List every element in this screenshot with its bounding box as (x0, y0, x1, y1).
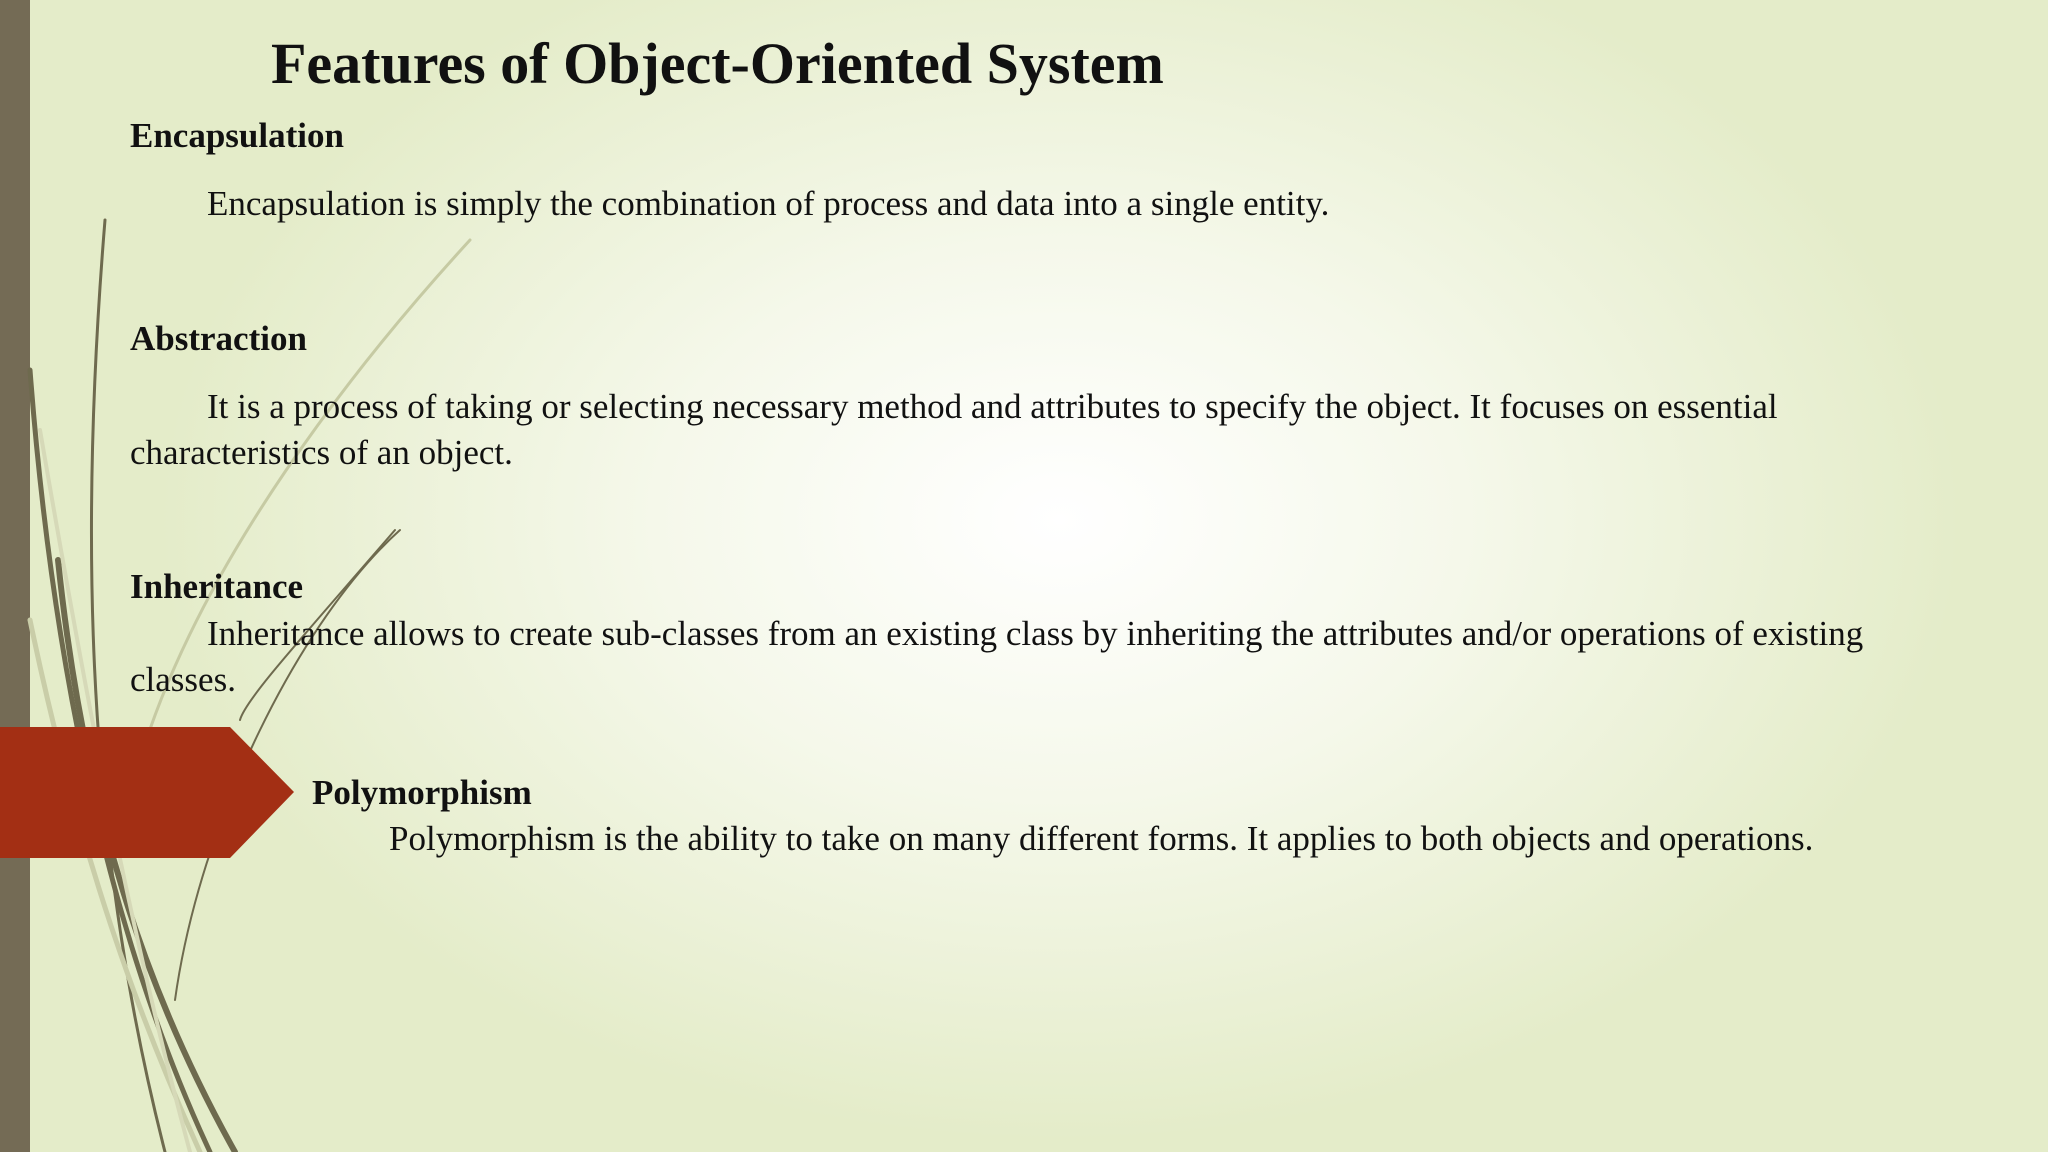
abstraction-text: It is a process of taking or selecting necessary method and attributes to specify the object. It focuses on essential characteristics of an object. (130, 387, 1778, 472)
abstraction-heading: Abstraction (130, 319, 307, 358)
encapsulation-heading: Encapsulation (130, 116, 344, 155)
encapsulation-text: Encapsulation is simply the combination of process and data into a single entity. (207, 184, 1330, 223)
polymorphism-text: Polymorphism is the ability to take on many different forms. It applies to both objects and operations. (389, 819, 1814, 858)
polymorphism-heading: Polymorphism (312, 773, 532, 812)
inheritance-heading: Inheritance (130, 567, 304, 606)
slide-title: Features of Object-Oriented System (271, 31, 1164, 96)
inheritance-text: Inheritance allows to create sub-classes from an existing class by inheriting the attributes and/or operations of existing classes. (130, 614, 1864, 699)
